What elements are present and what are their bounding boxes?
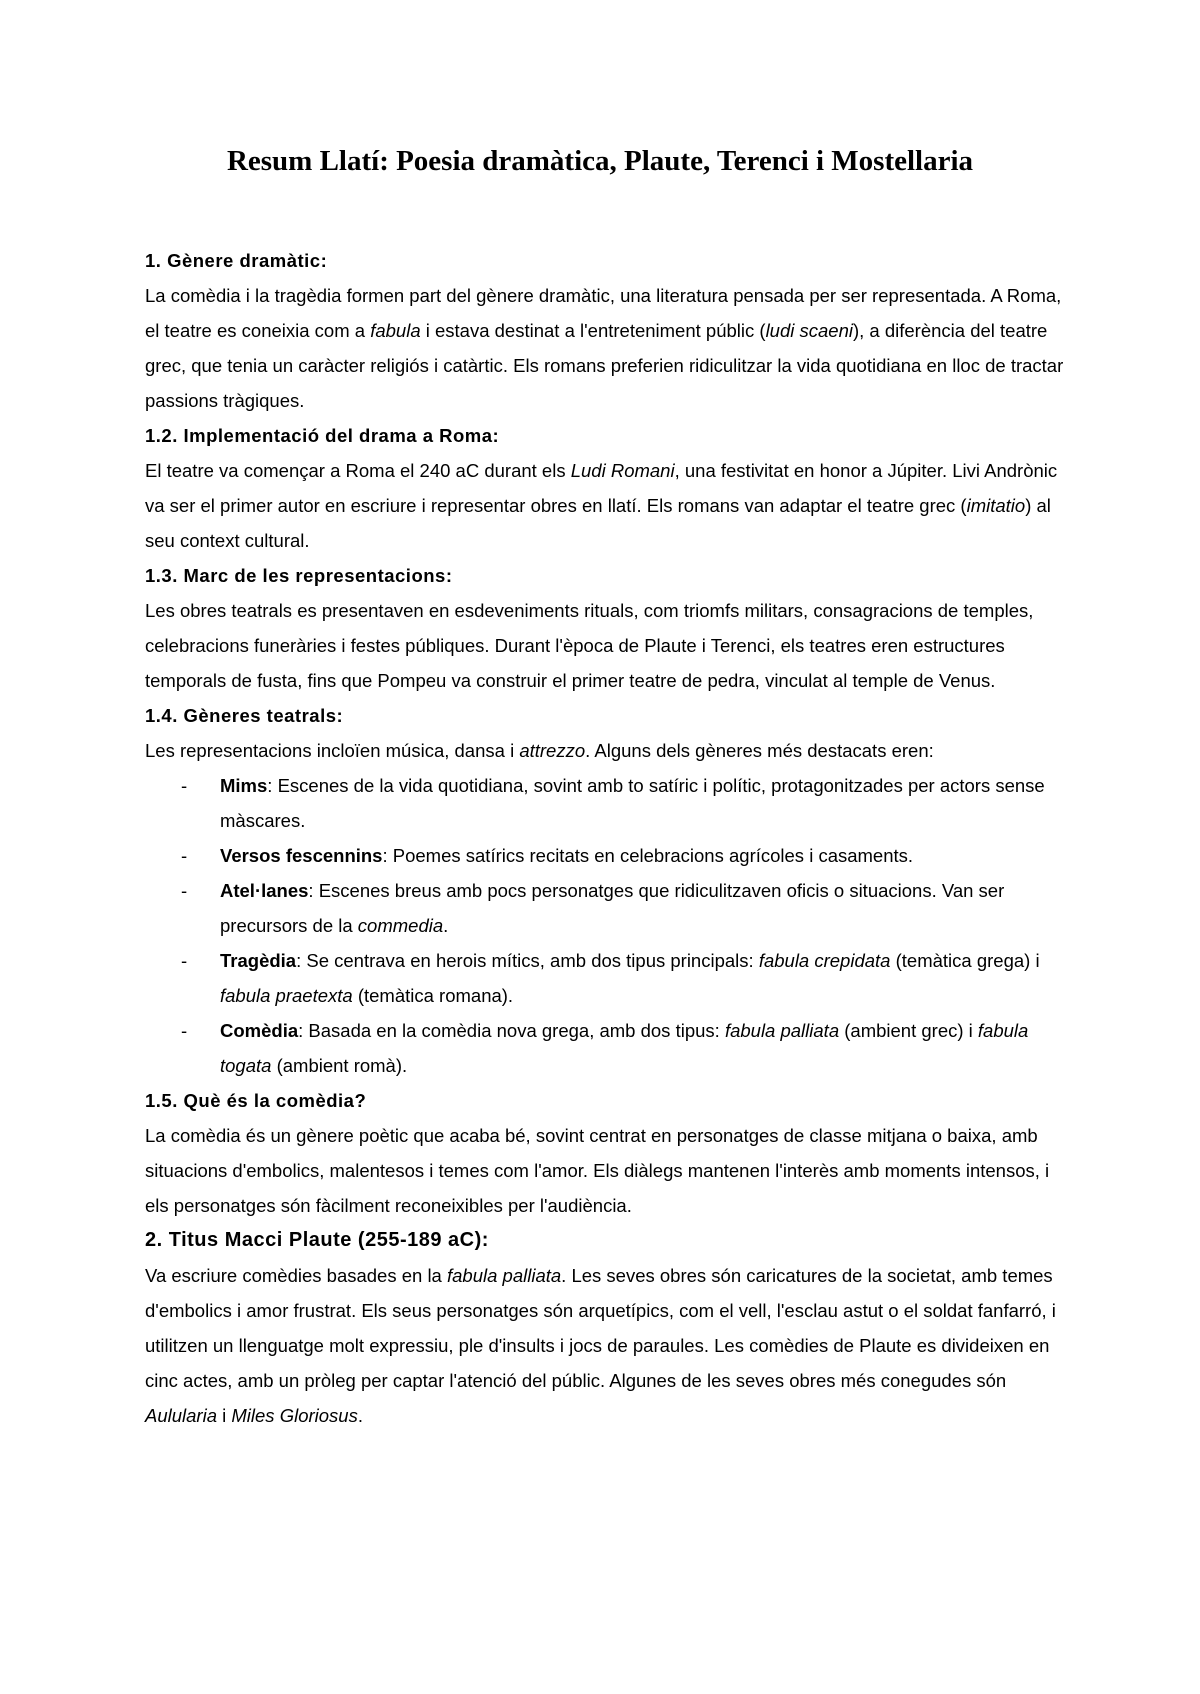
section-paragraph-1-2: El teatre va començar a Roma el 240 aC durant els Ludi Romani, una festivitat en honor a Júpiter. Livi Andrònic va ser el primer autor en escriure i representar obres en llatí. Els romans van adaptar el teatre grec (imitatio) al seu context cultural. <box>145 460 1058 551</box>
section-heading-1-2: 1.2. Implementació del drama a Roma: <box>145 425 500 446</box>
section-heading-2: 2. Titus Macci Plaute (255-189 aC): <box>145 1229 489 1251</box>
section-heading-1-5: 1.5. Què és la comèdia? <box>145 1090 367 1111</box>
section-paragraph-1-4: Les representacions incloïen música, dansa i attrezzo. Alguns dels gèneres més destacats eren: <box>145 740 934 761</box>
section-paragraph-2: Va escriure comèdies basades en la fabula palliata. Les seves obres són caricatures de la societat, amb temes d'embolics i amor frustrat. Els seus personatges són arquetípics, com el vell, l'esclau astut o el soldat fanfarró, i utilitzen un llenguatge molt expressiu, ple d'insults i jocs de paraules. Les comèdies de Plaute es divideixen en cinc actes, amb un pròleg per captar l'atenció del públic. Algunes de les seves obres més conegudes són Aulularia i Miles Gloriosus. <box>145 1265 1056 1426</box>
list-item-tragedia: - Tragèdia: Se centrava en herois mítics, amb dos tipus principals: fabula crepidata (temàtica grega) i fabula praetexta (temàtica romana). <box>181 950 1040 1006</box>
section-heading-1: 1. Gènere dramàtic: <box>145 250 328 271</box>
list-item-versos-fescennins: - Versos fescennins: Poemes satírics recitats en celebracions agrícoles i casaments. <box>181 845 914 866</box>
section-paragraph-1: La comèdia i la tragèdia formen part del gènere dramàtic, una literatura pensada per ser representada. A Roma, el teatre es coneixia com a fabula i estava destinat a l'entreteniment públic (ludi scaeni), a diferència del teatre grec, que tenia un caràcter religiós i catàrtic. Els romans preferien ridiculitzar la vida quotidiana en lloc de tractar passions tràgiques. <box>145 285 1064 411</box>
genre-list <box>145 768 1065 1083</box>
section-heading-1-4: 1.4. Gèneres teatrals: <box>145 705 344 726</box>
list-item-comedia: - Comèdia: Basada en la comèdia nova grega, amb dos tipus: fabula palliata (ambient grec) i fabula togata (ambient romà). <box>181 1020 1029 1076</box>
document-body <box>145 243 1065 1433</box>
list-item-mims: - Mims: Escenes de la vida quotidiana, sovint amb to satíric i polític, protagonitzades per actors sense màscares. <box>181 775 1045 831</box>
section-paragraph-1-3: Les obres teatrals es presentaven en esdeveniments rituals, com triomfs militars, consagracions de temples, celebracions funeràries i festes públiques. Durant l'època de Plaute i Terenci, els teatres eren estructures temporals de fusta, fins que Pompeu va construir el primer teatre de pedra, vinculat al temple de Venus. <box>145 600 1034 691</box>
section-heading-1-3: 1.3. Marc de les representacions: <box>145 565 453 586</box>
section-paragraph-1-5: La comèdia és un gènere poètic que acaba bé, sovint centrat en personatges de classe mitjana o baixa, amb situacions d'embolics, malentesos i temes com l'amor. Els diàlegs mantenen l'interès amb moments intensos, i els personatges són fàcilment reconeixibles per l'audiència. <box>145 1125 1050 1216</box>
document-title: Resum Llatí: Poesia dramàtica, Plaute, Terenci i Mostellaria <box>226 145 974 177</box>
list-item-atellanes: - Atel·lanes: Escenes breus amb pocs personatges que ridiculitzaven oficis o situacions. Van ser precursors de la commedia. <box>181 880 1005 936</box>
